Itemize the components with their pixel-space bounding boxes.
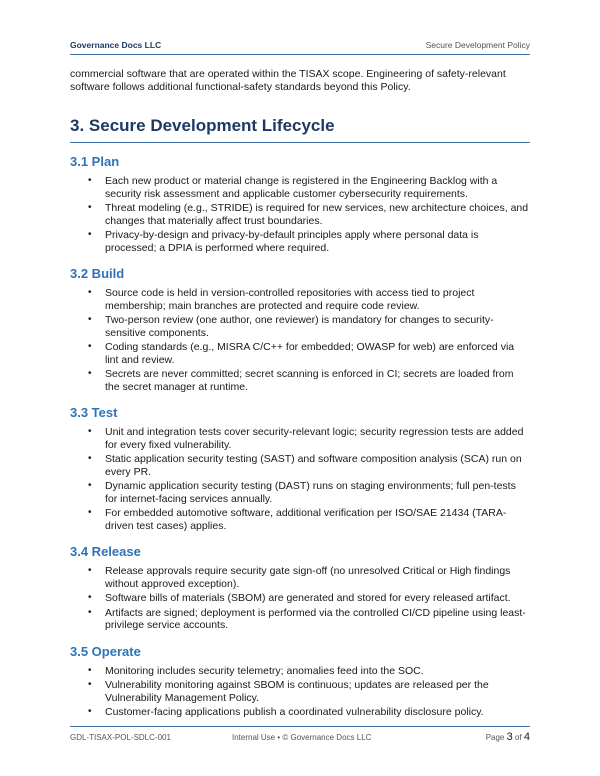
bullet-icon: • <box>88 592 92 603</box>
bullet-icon: • <box>88 606 92 618</box>
list-item-text: Each new product or material change is registered in the Engineering Backlog with a security risk assessment and applicable customer cybersecurity requirements. <box>105 175 498 200</box>
list-item <box>88 507 530 532</box>
list-item <box>88 287 530 312</box>
subsection-title: 3.1 Plan <box>70 154 120 169</box>
list-item <box>88 453 530 478</box>
bullet-icon: • <box>88 287 92 298</box>
list-item <box>88 706 530 719</box>
bullet-list <box>70 426 530 532</box>
list-item-text: Vulnerability monitoring against SBOM is continuous; updates are released per the Vulnerability Management Policy. <box>105 679 489 704</box>
footer-page-number <box>486 731 530 743</box>
list-item-text: Privacy-by-design and privacy-by-default principles apply where personal data is processed; a DPIA is performed where required. <box>105 229 479 254</box>
list-item-text: Two-person review (one author, one reviewer) is mandatory for changes to security-sensitive components. <box>105 314 494 339</box>
bullet-icon: • <box>88 453 92 464</box>
bullet-icon: • <box>88 706 92 717</box>
page-of: of <box>514 733 522 742</box>
bullet-icon: • <box>88 314 92 325</box>
bullet-icon: • <box>88 507 92 518</box>
list-item-text: Software bills of materials (SBOM) are generated and stored for every released artifact. <box>105 592 511 604</box>
bullet-icon: • <box>88 202 92 213</box>
list-item-text: Source code is held in version-controlled repositories with access tied to project membership; main branches are protected and require code review. <box>105 287 475 312</box>
list-item-text: Threat modeling (e.g., STRIDE) is required for new services, new architecture choices, and changes that materially affect trust boundaries. <box>105 202 529 227</box>
list-item <box>88 229 530 254</box>
bullet-icon: • <box>88 679 92 690</box>
page-total: 4 <box>523 731 530 743</box>
page-prefix: Page <box>485 733 505 742</box>
intro-paragraph: commercial software that are operated within the TISAX scope. Engineering of safety-relevant software follows additional functional-safety standards beyond this Policy. <box>70 68 506 93</box>
footer-classification: Internal Use • © Governance Docs LLC <box>232 733 372 742</box>
bullet-icon: • <box>88 565 92 576</box>
list-item <box>88 480 530 505</box>
list-item <box>88 202 530 227</box>
subsection-title: 3.5 Operate <box>70 643 141 659</box>
section-title: 3. Secure Development Lifecycle <box>70 116 530 143</box>
bullet-icon: • <box>88 426 92 437</box>
page-current: 3 <box>506 731 513 743</box>
list-item-text: Artifacts are signed; deployment is performed via the controlled CI/CD pipeline using least-privilege service accounts. <box>105 606 526 631</box>
list-item-text: Coding standards (e.g., MISRA C/C++ for embedded; OWASP for web) are enforced via lint and review. <box>105 341 515 366</box>
bullet-icon: • <box>88 664 92 676</box>
bullet-icon: • <box>88 480 92 491</box>
header-doc-title: Secure Development Policy <box>425 40 530 50</box>
list-item <box>88 175 530 200</box>
list-item-text: Release approvals require security gate sign-off (no unresolved Critical or High findings without approved exception). <box>105 565 511 590</box>
bullet-list <box>70 175 530 254</box>
list-item-text: Customer-facing applications publish a coordinated vulnerability disclosure policy. <box>105 706 484 718</box>
bullet-icon: • <box>88 368 92 379</box>
list-item-text: Secrets are never committed; secret scanning is enforced in CI; secrets are loaded from the secret manager at runtime. <box>105 368 514 393</box>
bullet-icon: • <box>88 229 92 240</box>
list-item-text: Unit and integration tests cover security-relevant logic; security regression tests are added for every fixed vulnerability. <box>105 426 524 451</box>
list-item <box>88 607 530 632</box>
list-item <box>88 565 530 590</box>
list-item <box>88 679 530 704</box>
bullet-icon: • <box>88 175 92 186</box>
list-item-text: Dynamic application security testing (DAST) runs on staging environments; full pen-tests for internet-facing services annually. <box>105 480 516 505</box>
page-content <box>70 68 530 721</box>
list-item <box>88 314 530 339</box>
list-item-text: For embedded automotive software, additional verification per ISO/SAE 21434 (TARA-driven test cases) applies. <box>105 507 507 532</box>
bullet-list <box>70 565 530 632</box>
bullet-list <box>70 665 530 719</box>
list-item <box>88 368 530 393</box>
list-item <box>88 665 530 678</box>
subsection-title: 3.4 Release <box>70 544 141 559</box>
subsections-container <box>70 154 530 719</box>
list-item <box>88 592 530 605</box>
header-org: Governance Docs LLC <box>70 40 162 50</box>
subsection-title: 3.3 Test <box>70 405 118 420</box>
footer-doc-id: GDL-TISAX-POL-SDLC-001 <box>70 733 171 742</box>
bullet-list <box>70 287 530 393</box>
page-footer <box>70 726 530 743</box>
subsection-title: 3.2 Build <box>70 266 125 281</box>
list-item <box>88 341 530 366</box>
list-item <box>88 426 530 451</box>
page-header <box>70 30 530 55</box>
list-item-text: Monitoring includes security telemetry; anomalies feed into the SOC. <box>105 664 424 677</box>
list-item-text: Static application security testing (SAST) and software composition analysis (SCA) run on every PR. <box>105 453 522 478</box>
bullet-icon: • <box>88 341 92 352</box>
